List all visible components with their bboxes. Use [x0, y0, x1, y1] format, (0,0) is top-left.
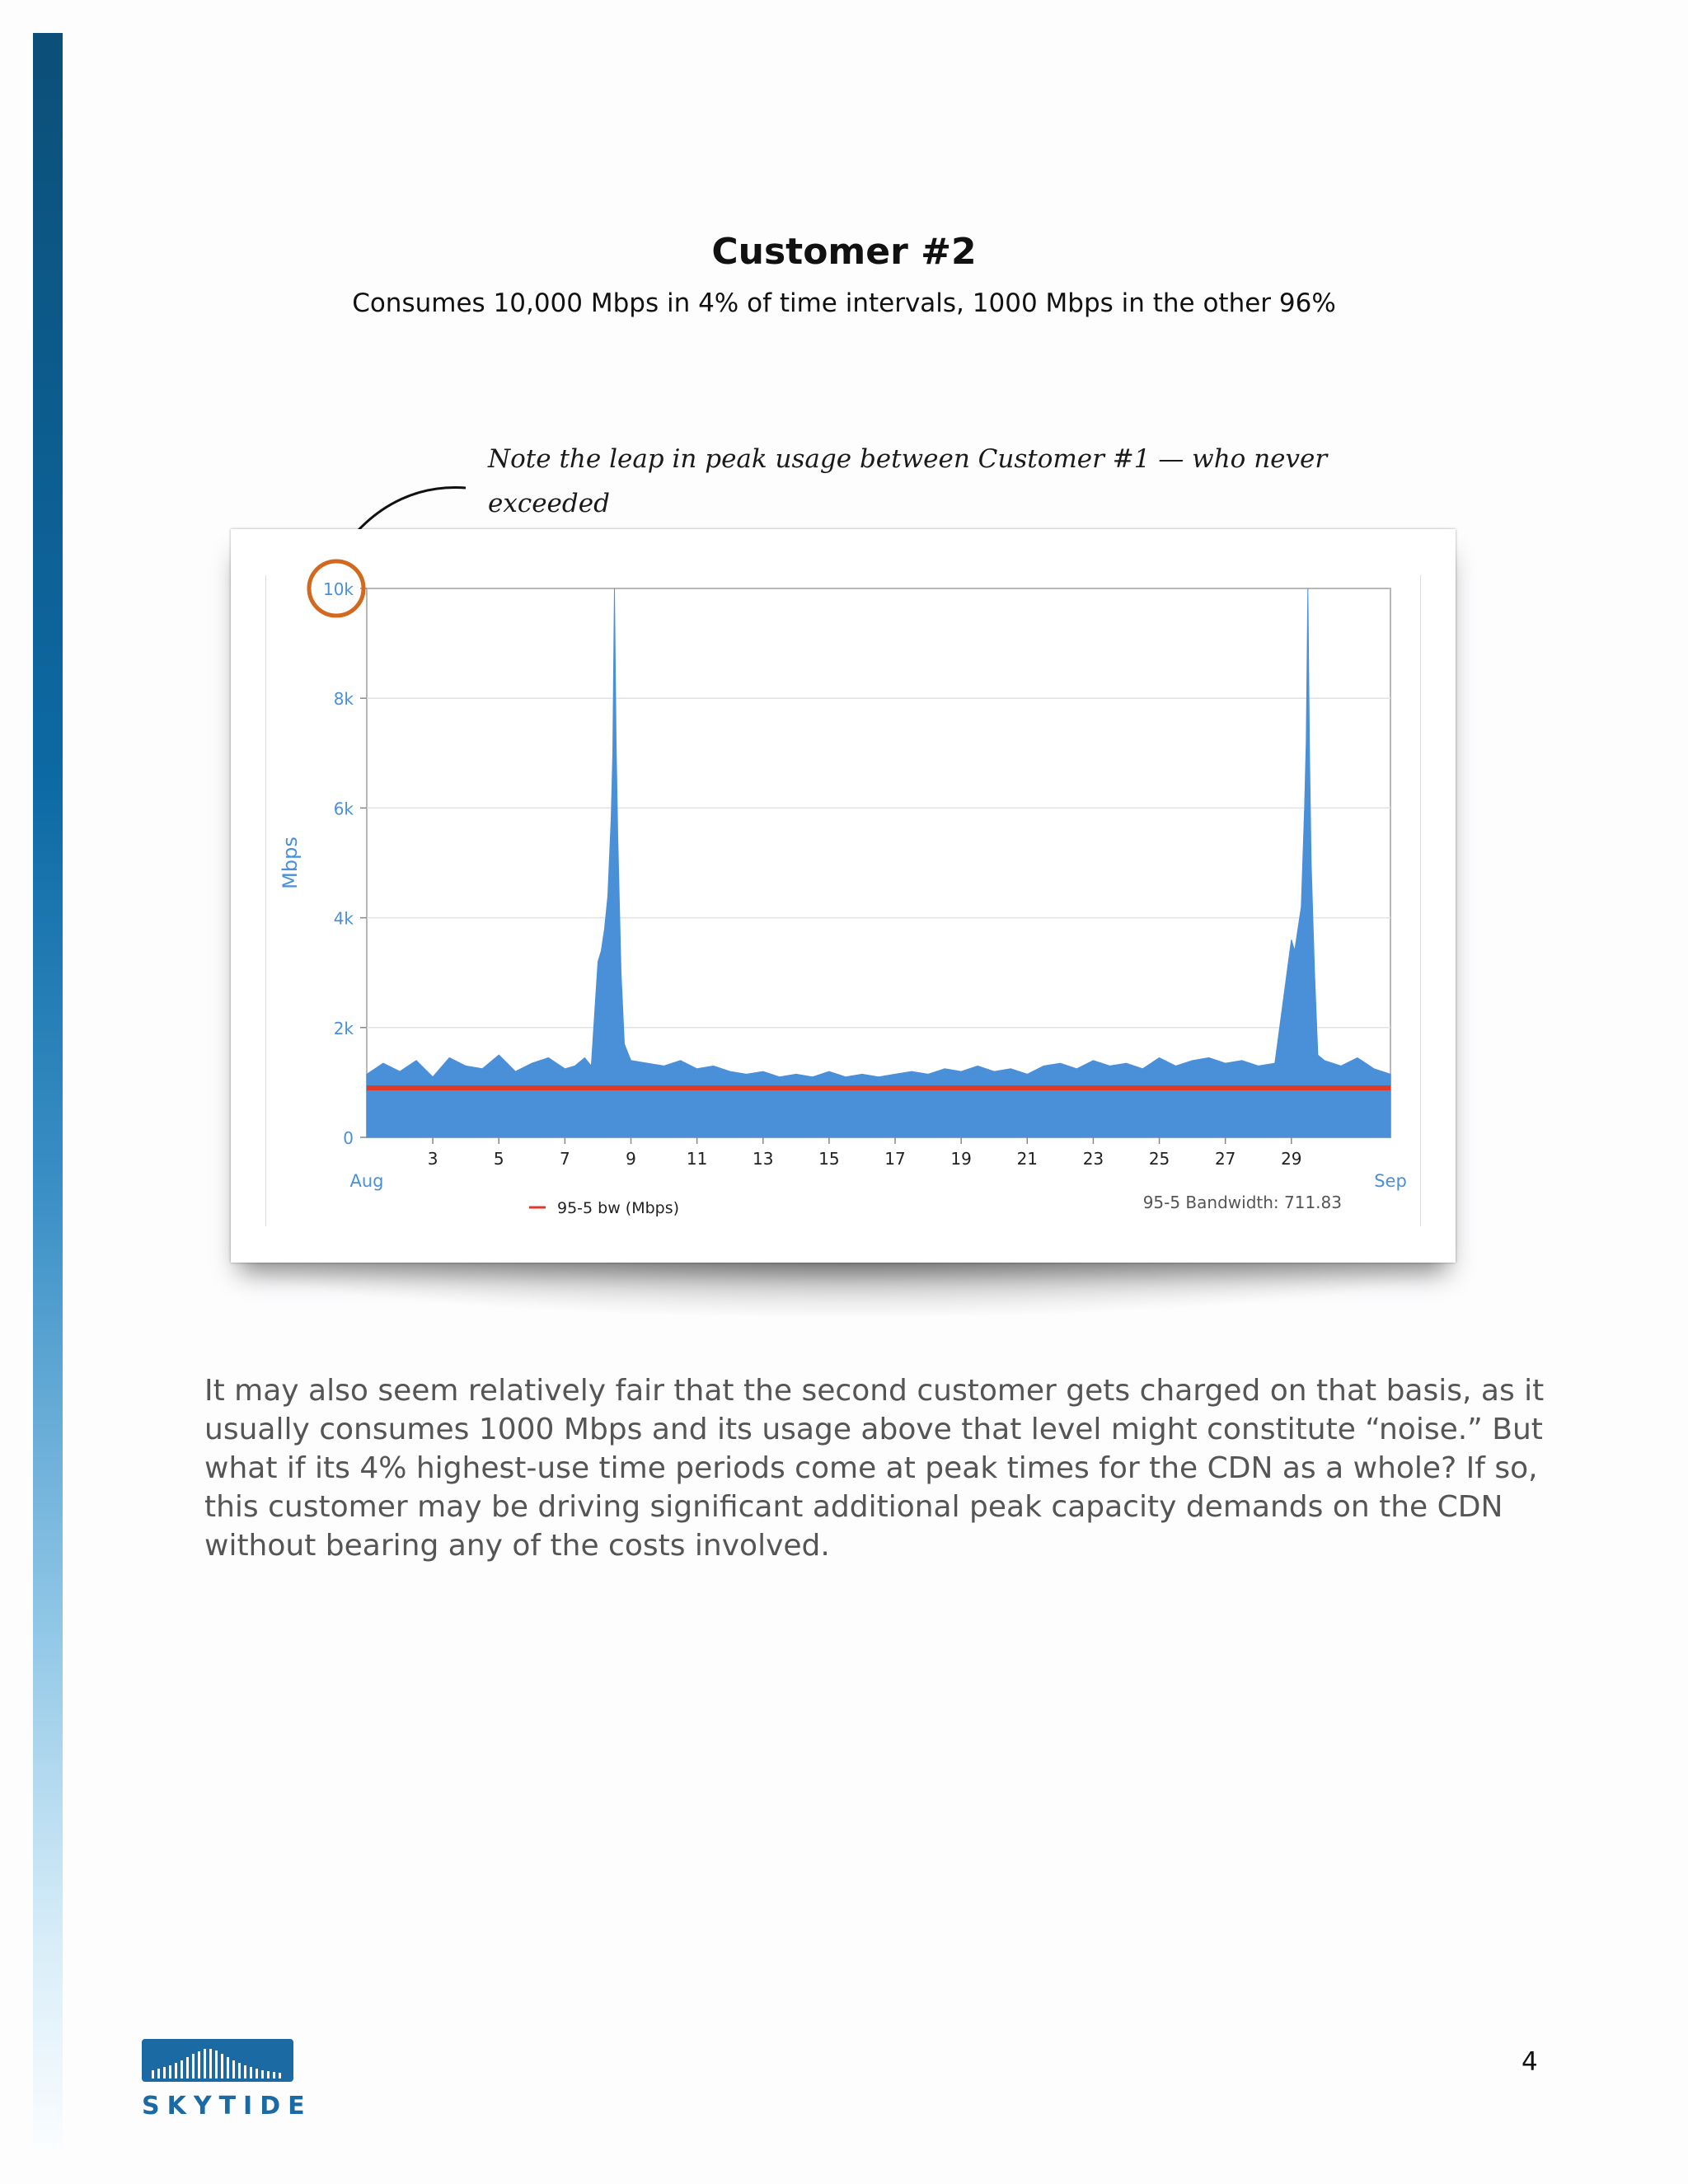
x-tick-label: 17: [884, 1149, 906, 1169]
x-tick-label: 7: [560, 1149, 570, 1169]
x-end-label: Sep: [1374, 1171, 1407, 1191]
logo-mark-icon: [142, 2039, 293, 2082]
x-tick-label: 21: [1016, 1149, 1039, 1169]
body-text: [204, 1371, 1556, 1565]
skytide-logo: [142, 2039, 312, 2121]
note-line-1: Note the leap in peak usage between Customer #1 — who never exceeded: [488, 444, 1328, 518]
grid-layer: [367, 588, 1390, 1137]
x-tick-label: 19: [950, 1149, 972, 1169]
x-start-label: Aug: [349, 1171, 384, 1191]
x-tick-label: 9: [626, 1149, 636, 1169]
x-tick-label: 3: [427, 1149, 438, 1169]
y-tick-label: 0: [343, 1128, 354, 1148]
y-tick-label: 6k: [333, 799, 354, 819]
y-tick-label: 10k: [322, 579, 354, 599]
page-subtitle: Consumes 10,000 Mbps in 4% of time intervals, 1000 Mbps in the other 96%: [352, 288, 1336, 318]
x-tick-label: 25: [1148, 1149, 1170, 1169]
x-tick-label: 23: [1082, 1149, 1104, 1169]
legend-label: 95-5 bw (Mbps): [557, 1199, 680, 1217]
plot-area: [367, 588, 1390, 1137]
x-tick-label: 5: [493, 1149, 504, 1169]
y-tick-label: 8k: [333, 689, 354, 710]
page-number: 4: [1522, 2047, 1538, 2077]
page-title: Customer #2: [711, 231, 977, 273]
y-tick-label: 4k: [333, 908, 354, 929]
y-tick-label: 2k: [333, 1018, 354, 1038]
y-axis-label: Mbps: [279, 837, 302, 889]
x-tick-label: 11: [686, 1149, 708, 1169]
x-tick-label: 27: [1214, 1149, 1236, 1169]
bandwidth-annotation: 95-5 Bandwidth: 711.83: [1142, 1193, 1342, 1212]
x-tick-label: 29: [1281, 1149, 1302, 1169]
x-tick-label: 15: [818, 1149, 840, 1169]
x-tick-label: 13: [753, 1149, 774, 1169]
logo-wordmark: SKYTIDE: [142, 2092, 312, 2121]
body-paragraph: It may also seem relatively fair that the second customer gets charged on that basis, as it usually consumes 1000 Mbps and its usage above that level might constitute “noise.” But what if its 4% highest-use time periods come at peak times for the CDN as a whole? If so, this customer may be driving significant additional peak capacity demands on the CDN without bearing any of the costs involved.: [204, 1374, 1545, 1563]
